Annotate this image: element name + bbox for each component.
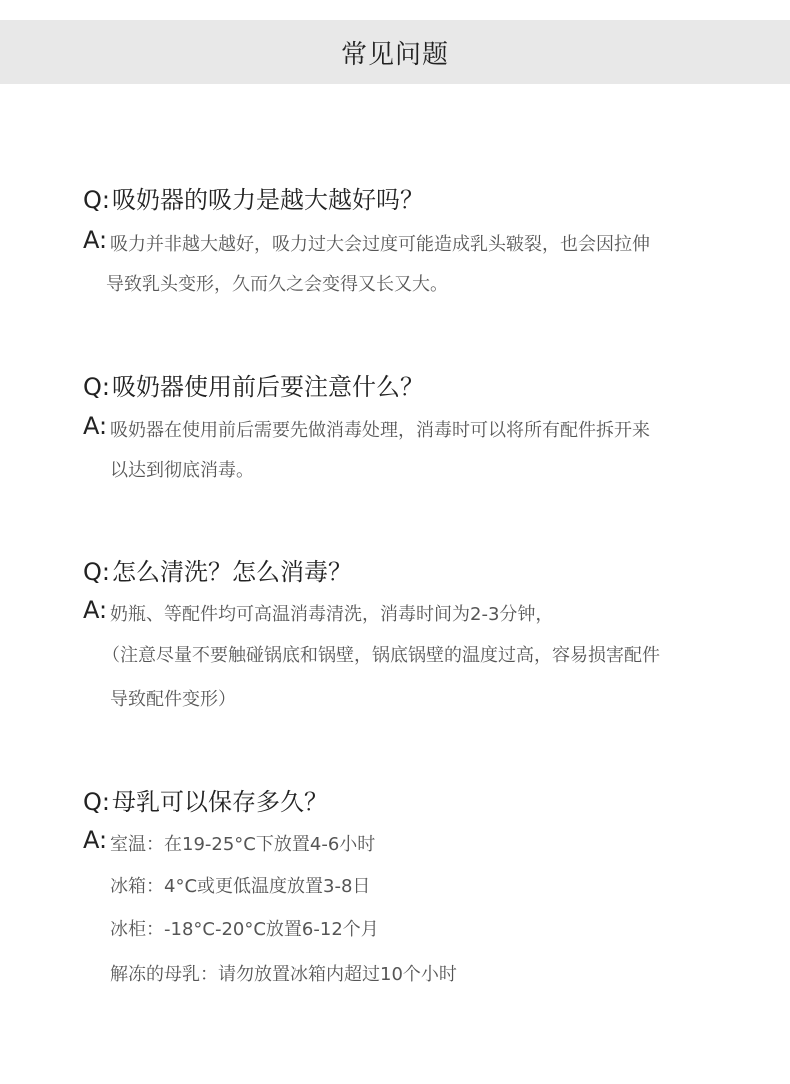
question-prefix: Q: — [83, 186, 110, 214]
answer-prefix: A: — [83, 826, 108, 854]
answer-line: 冰柜：-18°C-20°C放置6-12个月 — [110, 919, 379, 940]
page-header — [0, 20, 790, 84]
question — [83, 782, 328, 817]
answer-line: 以达到彻底消毒。 — [110, 460, 254, 481]
question-prefix: Q: — [83, 558, 110, 586]
answer-prefix: A: — [83, 226, 108, 254]
answer-line: 导致配件变形） — [110, 689, 236, 710]
question — [83, 552, 352, 587]
question-prefix: Q: — [83, 373, 110, 401]
question — [83, 180, 424, 215]
answer-line: 室温：在19-25°C下放置4-6小时 — [110, 834, 376, 855]
answer-line: 解冻的母乳：请勿放置冰箱内超过10个小时 — [110, 964, 457, 985]
answer-line: 奶瓶、等配件均可高温消毒清洗，消毒时间为2-3分钟， — [110, 604, 554, 625]
answer-line: 导致乳头变形，久而久之会变得又长又大。 — [106, 274, 448, 295]
question-text: 吸奶器使用前后要注意什么？ — [111, 373, 424, 401]
answer-line: 吸奶器在使用前后需要先做消毒处理，消毒时可以将所有配件拆开来 — [110, 420, 650, 441]
question-text: 吸奶器的吸力是越大越好吗？ — [111, 186, 424, 214]
question-text: 怎么清洗？怎么消毒？ — [111, 558, 352, 586]
answer-line: （注意尽量不要触碰锅底和锅壁，锅底锅壁的温度过高，容易损害配件 — [102, 645, 660, 666]
question — [83, 367, 424, 402]
question-prefix: Q: — [83, 788, 110, 816]
answer-line: 冰箱：4°C或更低温度放置3-8日 — [110, 876, 371, 897]
page-title: 常见问题 — [340, 39, 449, 70]
answer-prefix: A: — [83, 596, 108, 624]
answer-prefix: A: — [83, 412, 108, 440]
question-text: 母乳可以保存多久？ — [111, 788, 328, 816]
answer-line: 吸力并非越大越好，吸力过大会过度可能造成乳头皲裂，也会因拉伸 — [110, 234, 650, 255]
